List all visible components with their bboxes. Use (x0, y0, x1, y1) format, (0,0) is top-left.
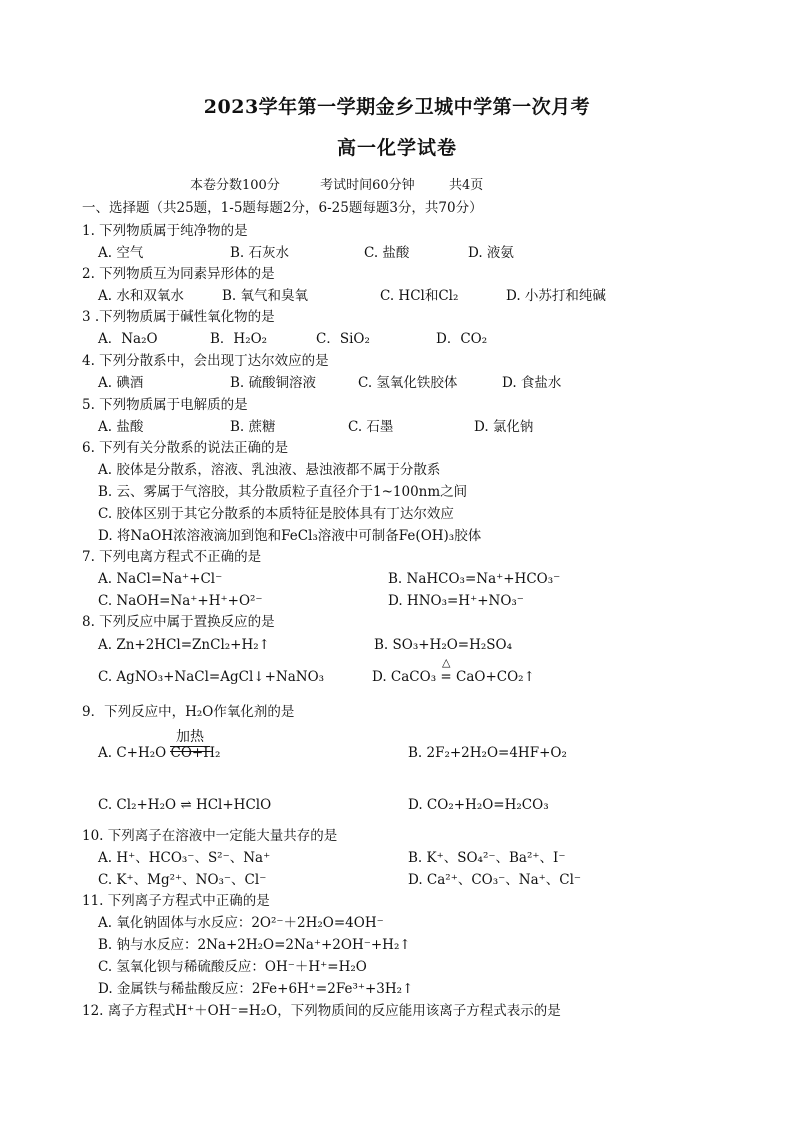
q11-option-c: C. 氢氧化钡与稀硫酸反应：OH⁻＋H⁺=H₂O (98, 959, 367, 975)
q8-option-d: D. CaCO₃ = CaO+CO₂↑ (372, 669, 535, 685)
q1-option-a: A. 空气 (98, 245, 144, 261)
question-3-stem: 3 .下列物质属于碱性氧化物的是 (82, 309, 275, 325)
q8-option-a: A. Zn+2HCl=ZnCl₂+H₂↑ (98, 637, 270, 653)
pages-info: 共4页 (448, 178, 484, 193)
q2-option-d: D. 小苏打和纯碱 (506, 288, 606, 304)
q6-option-a: A. 胶体是分散系，溶液、乳浊液、悬浊液都不属于分散系 (98, 462, 441, 478)
q4-option-c: C. 氢氧化铁胶体 (358, 375, 458, 391)
q9-option-c: C. Cl₂+H₂O ⇌ HCl+HClO (98, 797, 272, 813)
question-10-stem: 10. 下列离子在溶液中一定能大量共存的是 (82, 828, 338, 844)
q6-option-c: C. 胶体区别于其它分散系的本质特征是胶体具有丁达尔效应 (98, 506, 454, 522)
question-4-stem: 4. 下列分散系中，会出现丁达尔效应的是 (82, 353, 329, 369)
exam-title: 2023学年第一学期金乡卫城中学第一次月考 (203, 96, 591, 118)
q7-option-d: D. HNO₃=H⁺+NO₃⁻ (388, 593, 524, 609)
q9-option-b: B. 2F₂+2H₂O=4HF+O₂ (408, 745, 567, 761)
q2-option-b: B. 氧气和臭氧 (222, 288, 309, 304)
q10-option-c: C. K⁺、Mg²⁺、NO₃⁻、Cl⁻ (98, 872, 267, 888)
q3-option-a: A．Na₂O (98, 331, 158, 347)
exam-subtitle: 高一化学试卷 (336, 137, 457, 159)
q7-option-b: B. NaHCO₃=Na⁺+HCO₃⁻ (388, 571, 561, 587)
q6-option-d: D. 将NaOH浓溶液滴加到饱和FeCl₃溶液中可制备Fe(OH)₃胶体 (98, 528, 482, 544)
q5-option-d: D. 氯化钠 (474, 419, 534, 435)
q10-option-d: D. Ca²⁺、CO₃⁻、Na⁺、Cl⁻ (408, 872, 582, 888)
q5-option-a: A. 盐酸 (98, 419, 144, 435)
question-5-stem: 5. 下列物质属于电解质的是 (82, 397, 248, 413)
q1-option-d: D. 液氨 (468, 245, 514, 261)
q3-option-b: B．H₂O₂ (210, 331, 268, 347)
section-heading: 一、选择题（共25题，1-5题每题2分，6-25题每题3分，共70分） (82, 200, 483, 216)
q8-option-d-condition: △ (442, 656, 451, 669)
time-info: 考试时间60分钟 (320, 178, 415, 193)
q11-option-b: B. 钠与水反应：2Na+2H₂O=2Na⁺+2OH⁻+H₂↑ (98, 937, 411, 953)
q9-option-a: A. C+H₂O CO+H₂ (98, 745, 221, 761)
q3-option-c: C．SiO₂ (316, 331, 370, 347)
q4-option-d: D. 食盐水 (502, 375, 562, 391)
question-11-stem: 11. 下列离子方程式中正确的是 (82, 893, 270, 909)
q3-option-d: D．CO₂ (436, 331, 488, 347)
q11-option-a: A. 氧化钠固体与水反应：2O²⁻＋2H₂O=4OH⁻ (98, 915, 384, 931)
q8-option-b: B. SO₃+H₂O=H₂SO₄ (374, 637, 513, 653)
q10-option-a: A. H⁺、HCO₃⁻、S²⁻、Na⁺ (98, 850, 271, 866)
q11-option-d: D. 金属铁与稀盐酸反应：2Fe+6H⁺=2Fe³⁺+3H₂↑ (98, 981, 414, 997)
q6-option-b: B. 云、雾属于气溶胶，其分散质粒子直径介于1~100nm之间 (98, 484, 468, 500)
q9-option-d: D. CO₂+H₂O=H₂CO₃ (408, 797, 549, 813)
q4-option-b: B. 硫酸铜溶液 (230, 375, 317, 391)
question-7-stem: 7. 下列电离方程式不正确的是 (82, 549, 262, 565)
question-12-stem: 12. 离子方程式H⁺＋OH⁻=H₂O，下列物质间的反应能用该离子方程式表示的是 (82, 1003, 561, 1019)
q2-option-a: A. 水和双氧水 (98, 288, 184, 304)
q1-option-b: B. 石灰水 (230, 245, 290, 261)
q10-option-b: B. K⁺、SO₄²⁻、Ba²⁺、I⁻ (408, 850, 566, 866)
q1-option-c: C. 盐酸 (364, 245, 410, 261)
q5-option-c: C. 石墨 (348, 419, 394, 435)
q7-option-a: A. NaCl=Na⁺+Cl⁻ (98, 571, 223, 587)
exam-meta (190, 174, 483, 193)
q7-option-c: C. NaOH=Na⁺+H⁺+O²⁻ (98, 593, 263, 609)
question-2-stem: 2. 下列物质互为同素异形体的是 (82, 266, 275, 282)
question-8-stem: 8. 下列反应中属于置换反应的是 (82, 614, 275, 630)
question-9-stem: 9．下列反应中，H₂O作氧化剂的是 (82, 704, 295, 720)
q5-option-b: B. 蔗糖 (230, 419, 276, 435)
q9-option-a-condition: 加热 (176, 729, 204, 745)
q8-option-c: C. AgNO₃+NaCl=AgCl↓+NaNO₃ (98, 669, 325, 685)
score-info: 本卷分数100分 (190, 178, 280, 193)
question-1-stem: 1. 下列物质属于纯净物的是 (82, 223, 248, 239)
q2-option-c: C. HCl和Cl₂ (380, 288, 459, 304)
q4-option-a: A. 碘酒 (98, 375, 144, 391)
question-6-stem: 6. 下列有关分散系的说法正确的是 (82, 440, 289, 456)
